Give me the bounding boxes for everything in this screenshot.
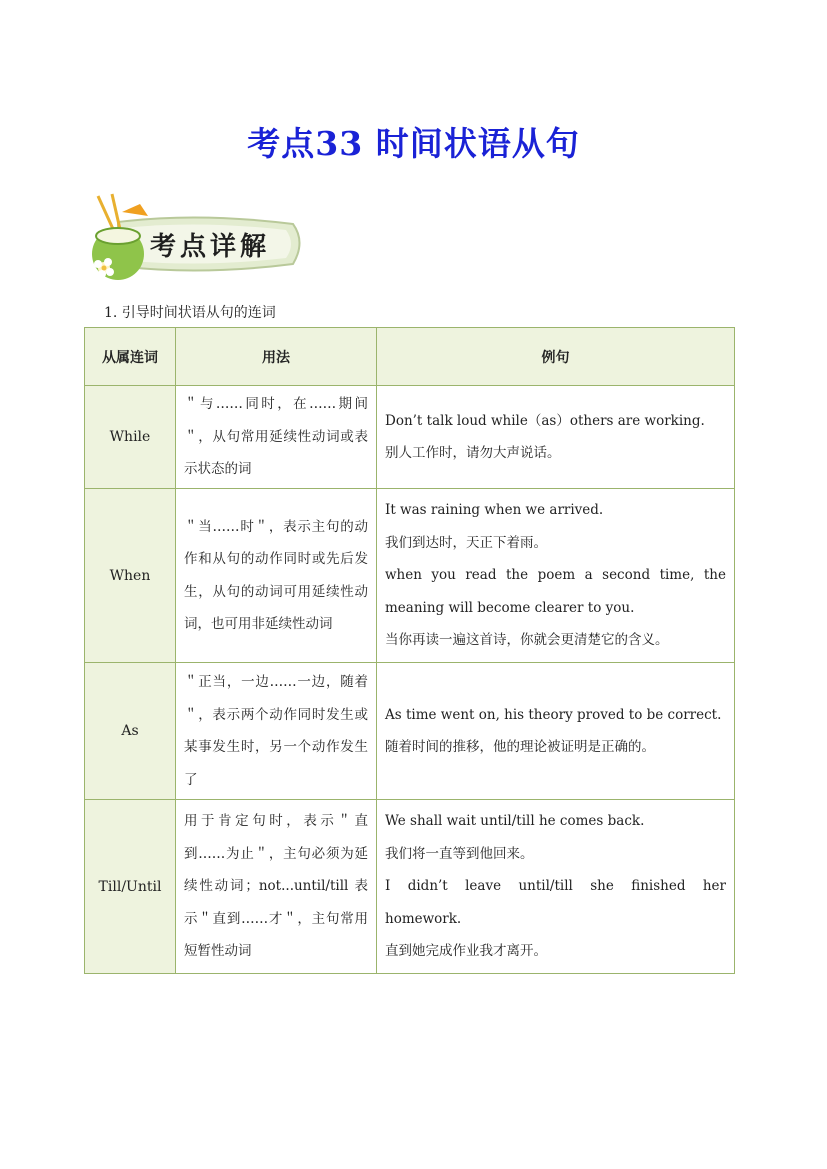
header-usage: 用法: [176, 328, 377, 386]
row-examples: [377, 489, 735, 663]
table-row: [85, 800, 735, 974]
example-line: 我们到达时，天正下着雨。: [385, 534, 547, 551]
row-conjunction: While: [85, 386, 176, 489]
example-line: 直到她完成作业我才离开。: [385, 943, 547, 960]
example-line: 我们将一直等到他回来。: [385, 845, 534, 862]
section-banner-label: 考点详解: [150, 232, 271, 262]
row-conjunction: Till/Until: [85, 800, 176, 974]
row-conjunction: As: [85, 663, 176, 800]
conjunction-table: [84, 327, 735, 974]
example-line: 随着时间的推移，他的理论被证明是正确的。: [385, 739, 655, 755]
header-example: 例句: [377, 328, 735, 386]
row-examples: [377, 663, 735, 800]
example-line: Don’t talk loud while（as）others are working.: [385, 412, 705, 429]
row-examples: [377, 800, 735, 974]
row-usage: ＂正当，一边……一边，随着＂，表示两个动作同时发生或某事发生时，另一个动作发生了: [176, 663, 377, 800]
row-conjunction: When: [85, 489, 176, 663]
section-intro: 1. 引导时间状语从句的连词: [104, 305, 276, 321]
table-row: [85, 663, 735, 800]
example-line: I didn’t leave until/till she finished her homework.: [385, 878, 726, 927]
row-examples: [377, 386, 735, 489]
table-row: [85, 489, 735, 663]
example-line: when you read the poem a second time, the meaning will become clearer to you.: [385, 567, 726, 616]
page-title: 考点33 时间状语从句: [247, 124, 580, 163]
header-conjunction: 从属连词: [85, 328, 176, 386]
row-usage: ＂当……时＂，表示主句的动作和从句的动作同时或先后发生，从句的动词可用延续性动词，也可用非延续性动词: [176, 489, 377, 663]
table-row: [85, 386, 735, 489]
example-line: As time went on, his theory proved to be correct.: [385, 706, 722, 723]
table-header-row: [85, 328, 735, 386]
example-line: 别人工作时，请勿大声说话。: [385, 445, 561, 461]
row-usage: 用于肯定句时，表示＂直到……为止＂，主句必须为延续性动词；not...until/till 表示＂直到……才＂，主句常用短暂性动词: [176, 800, 377, 974]
example-line: We shall wait until/till he comes back.: [385, 813, 645, 830]
example-line: It was raining when we arrived.: [385, 502, 604, 519]
example-line: 当你再读一遍这首诗，你就会更清楚它的含义。: [385, 632, 669, 649]
row-usage: ＂与……同时，在……期间＂，从句常用延续性动词或表示状态的词: [176, 386, 377, 489]
